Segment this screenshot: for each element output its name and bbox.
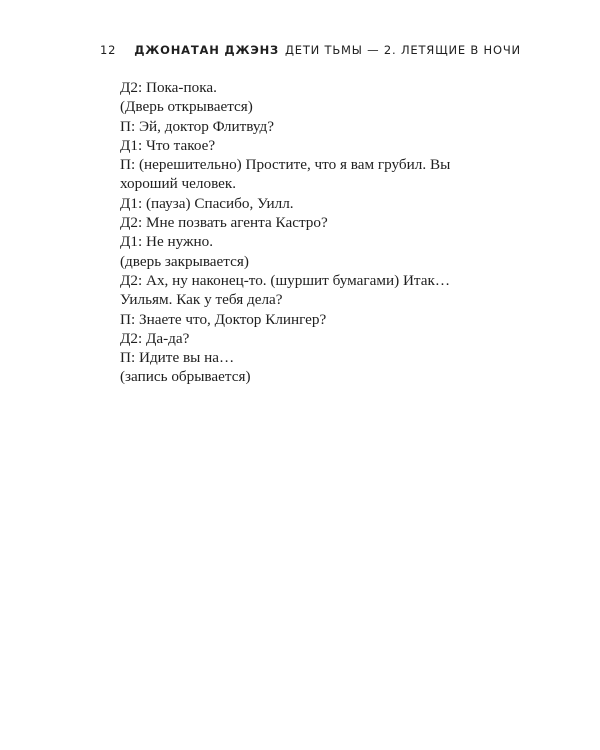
transcript-line: П: Знаете что, Доктор Клингер? bbox=[120, 310, 327, 328]
running-head bbox=[100, 40, 521, 60]
transcript-line: (Дверь открывается) bbox=[120, 98, 253, 116]
page-number: 12 bbox=[100, 43, 117, 57]
transcript-line: Д1: (пауза) Спасибо, Уилл. bbox=[120, 194, 294, 212]
transcript-line: (запись обрывается) bbox=[120, 368, 251, 386]
transcript-line: Д2: Да-да? bbox=[120, 329, 190, 347]
transcript-line: П: Идите вы на… bbox=[120, 349, 235, 367]
transcript-line: Д2: Пока-пока. bbox=[120, 79, 217, 96]
transcript-line: (дверь закрывается) bbox=[120, 252, 249, 270]
transcript-line: Д2: Ах, ну наконец-то. (шуршит бумагами) Итак… Уильям. Как у тебя дела? bbox=[120, 271, 451, 309]
transcript-line: Д1: Что такое? bbox=[120, 136, 216, 154]
transcript-line: Д2: Мне позвать агента Кастро? bbox=[120, 214, 328, 232]
book-title: ДЕТИ ТЬМЫ — 2. ЛЕТЯЩИЕ В НОЧИ bbox=[284, 43, 521, 57]
transcript-line: Д1: Не нужно. bbox=[120, 233, 214, 251]
transcript-line: П: (нерешительно) Простите, что я вам грубил. Вы хороший человек. bbox=[120, 156, 451, 193]
author-name: ДЖОНАТАН ДЖЭНЗ bbox=[134, 43, 279, 57]
transcript-text bbox=[120, 78, 505, 387]
transcript-line: П: Эй, доктор Флитвуд? bbox=[120, 117, 274, 135]
